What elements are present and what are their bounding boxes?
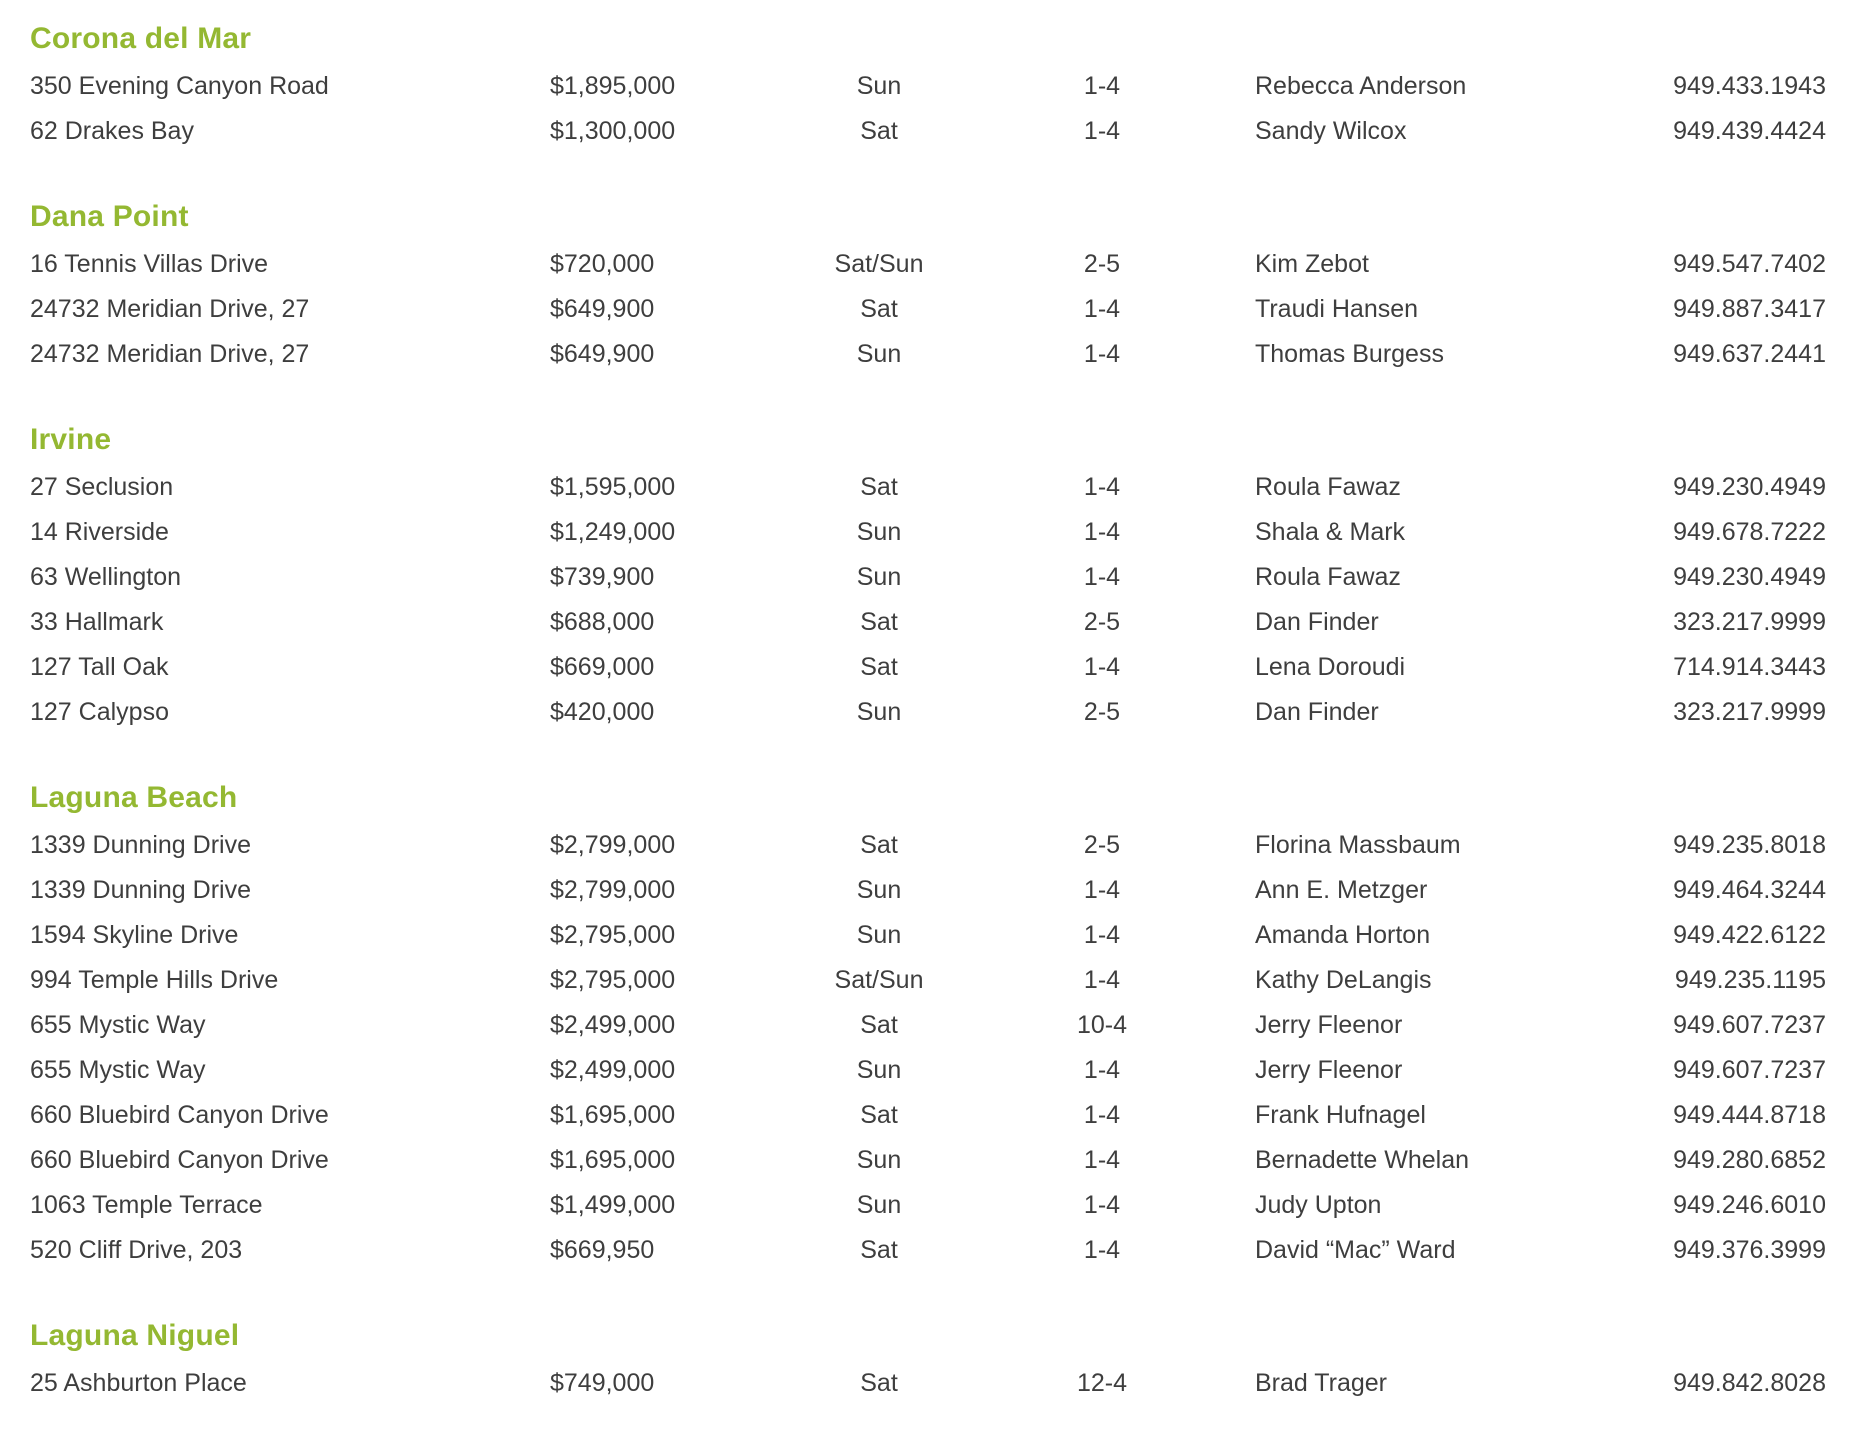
- listing-day: Sat/Sun: [834, 250, 924, 278]
- city-header: Corona del Mar: [30, 22, 252, 55]
- listing-day: Sun: [856, 921, 902, 949]
- listing-row: [30, 1048, 1826, 1093]
- listing-price: $1,895,000: [550, 72, 676, 100]
- listing-price: $2,799,000: [550, 876, 676, 904]
- listing-agent: Bernadette Whelan: [1255, 1146, 1470, 1174]
- listing-phone: 949.235.1195: [1674, 966, 1826, 994]
- listing-agent: Judy Upton: [1255, 1191, 1382, 1219]
- listing-agent: Florina Massbaum: [1255, 831, 1461, 859]
- listing-price: $2,799,000: [550, 831, 676, 859]
- listing-day: Sun: [856, 1056, 902, 1084]
- listing-price: $649,900: [550, 340, 655, 368]
- listing-price: $669,950: [550, 1236, 655, 1264]
- listing-day: Sun: [856, 72, 902, 100]
- listing-day: Sun: [856, 1191, 902, 1219]
- listing-day: Sat: [860, 473, 898, 501]
- listing-agent: Sandy Wilcox: [1255, 117, 1407, 145]
- section-rows: [30, 465, 1826, 735]
- listing-address: 14 Riverside: [30, 518, 169, 546]
- listing-address: 24732 Meridian Drive, 27: [30, 295, 310, 323]
- listing-time: 1-4: [1083, 1191, 1121, 1219]
- listing-address: 1339 Dunning Drive: [30, 831, 251, 859]
- listing-phone: 949.246.6010: [1673, 1191, 1826, 1219]
- listing-phone: 949.376.3999: [1673, 1236, 1826, 1264]
- listing-address: 520 Cliff Drive, 203: [30, 1236, 243, 1264]
- listing-agent: Lena Doroudi: [1255, 653, 1406, 681]
- listing-row: [30, 109, 1826, 154]
- listing-phone: 949.444.8718: [1673, 1101, 1826, 1129]
- listing-address: 350 Evening Canyon Road: [30, 72, 329, 100]
- listing-time: 2-5: [1083, 698, 1121, 726]
- section-rows: [30, 1361, 1826, 1406]
- listing-day: Sun: [856, 340, 902, 368]
- listing-time: 2-5: [1083, 608, 1121, 636]
- listing-agent: Amanda Horton: [1255, 921, 1431, 949]
- listing-address: 27 Seclusion: [30, 473, 174, 501]
- listing-time: 10-4: [1076, 1011, 1128, 1039]
- listing-time: 1-4: [1083, 473, 1121, 501]
- city-section: [30, 415, 1826, 735]
- listing-day: Sat: [860, 1236, 898, 1264]
- listing-time: 1-4: [1083, 563, 1121, 591]
- listing-price: $1,249,000: [550, 518, 676, 546]
- listing-price: $688,000: [550, 608, 655, 636]
- listing-time: 1-4: [1083, 876, 1121, 904]
- listing-agent: Jerry Fleenor: [1255, 1011, 1403, 1039]
- listing-phone: 949.439.4424: [1673, 117, 1826, 145]
- listing-address: 660 Bluebird Canyon Drive: [30, 1101, 329, 1129]
- listing-time: 12-4: [1076, 1369, 1128, 1397]
- listing-agent: Dan Finder: [1255, 608, 1379, 636]
- listing-phone: 949.637.2441: [1673, 340, 1826, 368]
- listing-agent: Roula Fawaz: [1255, 563, 1401, 591]
- listing-time: 1-4: [1083, 653, 1121, 681]
- listing-row: [30, 1183, 1826, 1228]
- listing-price: $2,499,000: [550, 1011, 676, 1039]
- listing-phone: 949.464.3244: [1673, 876, 1826, 904]
- listing-agent: Jerry Fleenor: [1255, 1056, 1403, 1084]
- listing-phone: 949.887.3417: [1673, 295, 1826, 323]
- section-rows: [30, 64, 1826, 154]
- listing-phone: 949.230.4949: [1673, 473, 1826, 501]
- listing-address: 127 Calypso: [30, 698, 169, 726]
- listing-address: 655 Mystic Way: [30, 1011, 206, 1039]
- listing-row: [30, 1003, 1826, 1048]
- listing-address: 24732 Meridian Drive, 27: [30, 340, 310, 368]
- listing-agent: Ann E. Metzger: [1255, 876, 1428, 904]
- listing-price: $420,000: [550, 698, 655, 726]
- listing-phone: 949.422.6122: [1673, 921, 1826, 949]
- listing-row: [30, 958, 1826, 1003]
- listing-row: [30, 555, 1826, 600]
- listing-phone: 949.607.7237: [1673, 1056, 1826, 1084]
- listing-row: [30, 287, 1826, 332]
- listing-agent: Kathy DeLangis: [1255, 966, 1432, 994]
- listing-phone: 323.217.9999: [1673, 698, 1826, 726]
- listing-row: [30, 64, 1826, 109]
- listing-row: [30, 645, 1826, 690]
- listing-time: 1-4: [1083, 518, 1121, 546]
- listing-row: [30, 1093, 1826, 1138]
- listing-agent: Rebecca Anderson: [1255, 72, 1467, 100]
- listing-phone: 949.842.8028: [1673, 1369, 1826, 1397]
- listing-row: [30, 868, 1826, 913]
- listing-row: [30, 1138, 1826, 1183]
- listing-price: $1,595,000: [550, 473, 676, 501]
- listing-row: [30, 1228, 1826, 1273]
- listing-day: Sun: [856, 876, 902, 904]
- listing-time: 1-4: [1083, 1236, 1121, 1264]
- city-section: [30, 192, 1826, 377]
- listing-row: [30, 332, 1826, 377]
- city-section: [30, 1311, 1826, 1406]
- listing-phone: 949.230.4949: [1673, 563, 1826, 591]
- listing-row: [30, 913, 1826, 958]
- listing-day: Sat: [860, 1101, 898, 1129]
- listing-price: $2,499,000: [550, 1056, 676, 1084]
- listing-agent: Traudi Hansen: [1255, 295, 1419, 323]
- listing-address: 25 Ashburton Place: [30, 1369, 247, 1397]
- section-rows: [30, 823, 1826, 1273]
- listing-address: 1594 Skyline Drive: [30, 921, 239, 949]
- city-section: [30, 773, 1826, 1273]
- listing-row: [30, 690, 1826, 735]
- listing-day: Sat: [860, 653, 898, 681]
- listing-price: $1,499,000: [550, 1191, 676, 1219]
- listing-day: Sun: [856, 563, 902, 591]
- listing-time: 1-4: [1083, 1101, 1121, 1129]
- city-section: [30, 14, 1826, 154]
- listing-address: 62 Drakes Bay: [30, 117, 194, 145]
- listing-time: 1-4: [1083, 117, 1121, 145]
- listing-time: 1-4: [1083, 295, 1121, 323]
- listing-phone: 949.678.7222: [1673, 518, 1826, 546]
- city-header: Irvine: [30, 423, 112, 456]
- listing-time: 2-5: [1083, 831, 1121, 859]
- listing-price: $749,000: [550, 1369, 655, 1397]
- listing-address: 127 Tall Oak: [30, 653, 169, 681]
- listing-day: Sun: [856, 698, 902, 726]
- listing-address: 1339 Dunning Drive: [30, 876, 251, 904]
- listing-time: 1-4: [1083, 966, 1121, 994]
- listing-day: Sun: [856, 1146, 902, 1174]
- listing-address: 660 Bluebird Canyon Drive: [30, 1146, 329, 1174]
- listing-agent: Brad Trager: [1255, 1369, 1388, 1397]
- listing-day: Sat: [860, 295, 898, 323]
- listing-agent: David “Mac” Ward: [1255, 1236, 1456, 1264]
- listing-phone: 949.235.8018: [1673, 831, 1826, 859]
- listing-price: $2,795,000: [550, 921, 676, 949]
- listing-address: 63 Wellington: [30, 563, 182, 591]
- listing-phone: 949.607.7237: [1673, 1011, 1826, 1039]
- listing-phone: 949.547.7402: [1673, 250, 1826, 278]
- listing-address: 16 Tennis Villas Drive: [30, 250, 269, 278]
- listing-agent: Dan Finder: [1255, 698, 1379, 726]
- listing-row: [30, 465, 1826, 510]
- listing-price: $1,300,000: [550, 117, 676, 145]
- listing-phone: 949.280.6852: [1673, 1146, 1826, 1174]
- listing-time: 1-4: [1083, 340, 1121, 368]
- listing-row: [30, 1361, 1826, 1406]
- listing-day: Sun: [856, 518, 902, 546]
- listing-row: [30, 510, 1826, 555]
- listing-day: Sat: [860, 831, 898, 859]
- listing-time: 1-4: [1083, 921, 1121, 949]
- city-header: Laguna Beach: [30, 781, 238, 814]
- listing-day: Sat/Sun: [834, 966, 924, 994]
- listing-agent: Shala & Mark: [1255, 518, 1406, 546]
- listing-price: $649,900: [550, 295, 655, 323]
- listing-price: $1,695,000: [550, 1146, 676, 1174]
- listing-address: 33 Hallmark: [30, 608, 164, 636]
- listing-agent: Roula Fawaz: [1255, 473, 1401, 501]
- listing-agent: Thomas Burgess: [1255, 340, 1444, 368]
- listing-day: Sat: [860, 608, 898, 636]
- section-rows: [30, 242, 1826, 377]
- listing-price: $739,900: [550, 563, 655, 591]
- listing-time: 2-5: [1083, 250, 1121, 278]
- listing-agent: Kim Zebot: [1255, 250, 1369, 278]
- city-header: Laguna Niguel: [30, 1319, 240, 1352]
- listing-price: $720,000: [550, 250, 655, 278]
- listing-address: 994 Temple Hills Drive: [30, 966, 279, 994]
- listing-price: $669,000: [550, 653, 655, 681]
- listing-phone: 714.914.3443: [1673, 653, 1826, 681]
- listing-row: [30, 242, 1826, 287]
- city-header: Dana Point: [30, 200, 189, 233]
- listing-time: 1-4: [1083, 72, 1121, 100]
- listing-day: Sat: [860, 117, 898, 145]
- listing-address: 1063 Temple Terrace: [30, 1191, 263, 1219]
- listing-day: Sat: [860, 1369, 898, 1397]
- listing-address: 655 Mystic Way: [30, 1056, 206, 1084]
- listing-time: 1-4: [1083, 1056, 1121, 1084]
- listing-price: $1,695,000: [550, 1101, 676, 1129]
- listing-row: [30, 600, 1826, 645]
- listing-price: $2,795,000: [550, 966, 676, 994]
- listing-time: 1-4: [1083, 1146, 1121, 1174]
- listing-agent: Frank Hufnagel: [1255, 1101, 1426, 1129]
- listing-phone: 949.433.1943: [1673, 72, 1826, 100]
- listing-phone: 323.217.9999: [1673, 608, 1826, 636]
- listing-day: Sat: [860, 1011, 898, 1039]
- listing-row: [30, 823, 1826, 868]
